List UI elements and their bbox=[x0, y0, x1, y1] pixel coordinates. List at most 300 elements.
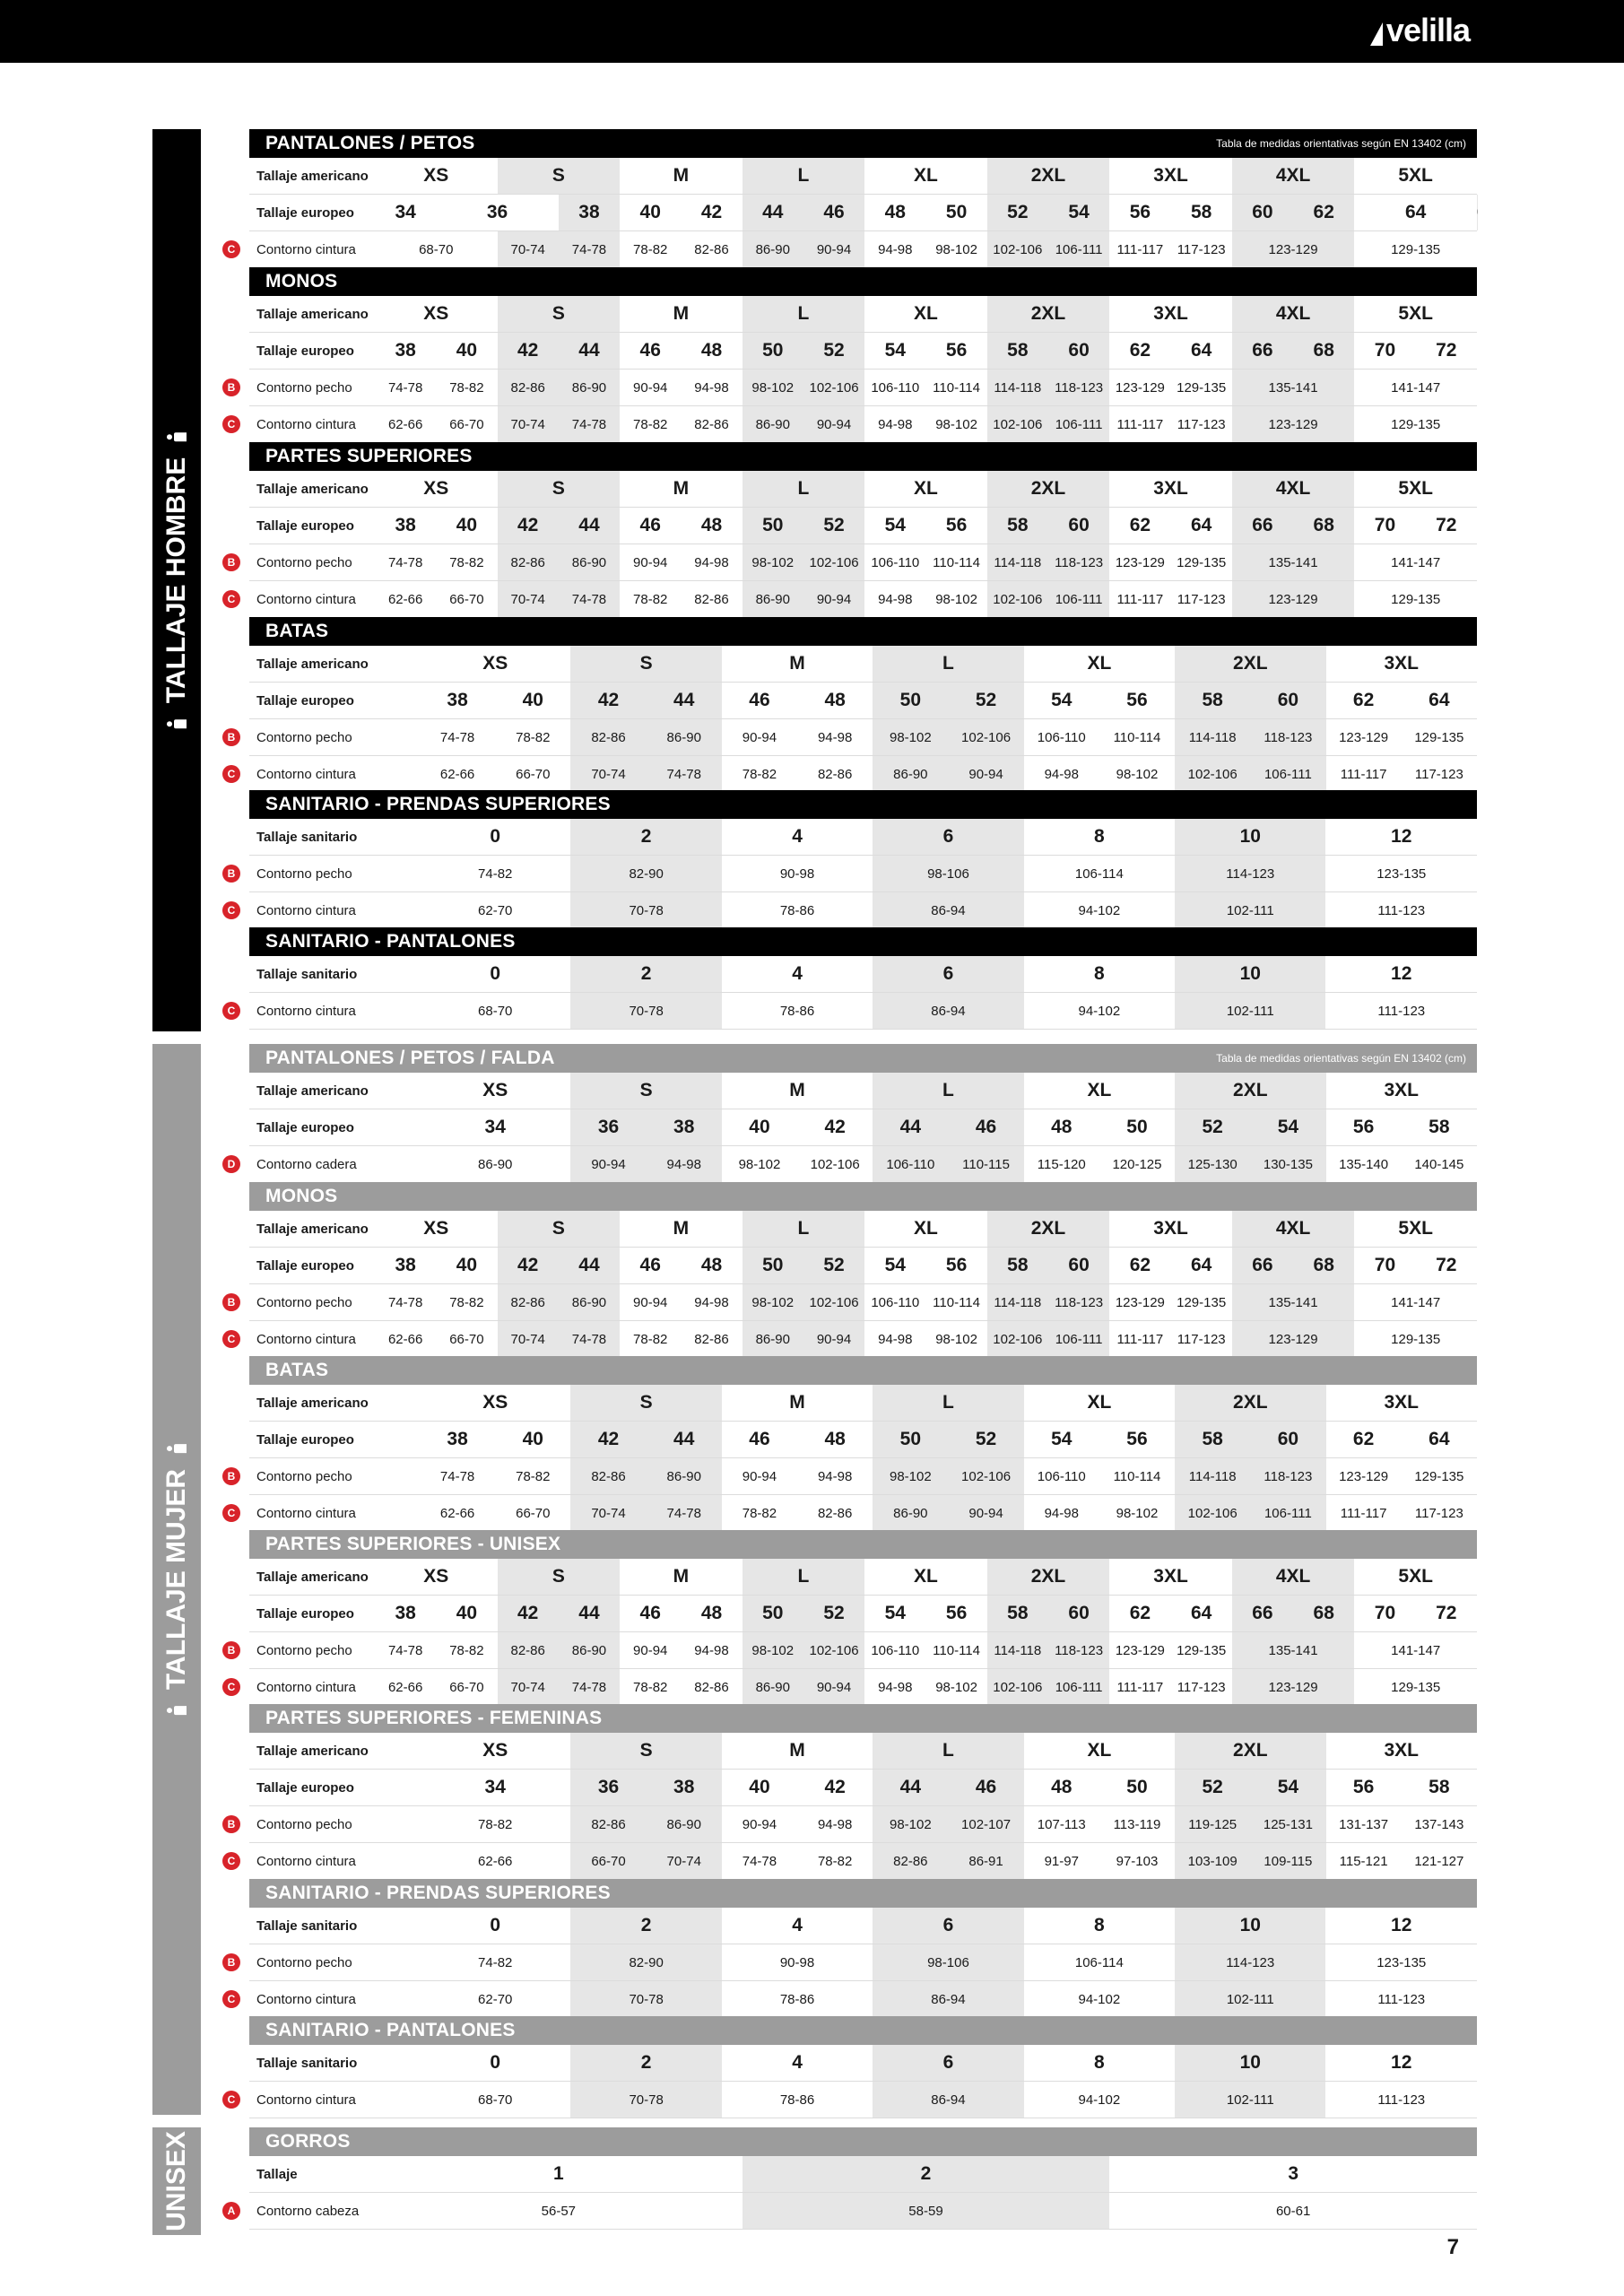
measure-badge: B bbox=[222, 1467, 240, 1485]
table-cell: 42 bbox=[797, 1770, 873, 1806]
table-cell: 60-61 bbox=[1109, 2193, 1477, 2230]
table-cell: 4XL bbox=[1232, 471, 1355, 508]
table-row bbox=[249, 1109, 1477, 1146]
section-title: SANITARIO - PRENDAS SUPERIORES bbox=[265, 794, 611, 814]
table-cell: 72 bbox=[1416, 1248, 1477, 1284]
table-cell: 4 bbox=[722, 819, 873, 856]
table-cell: 90-94 bbox=[803, 1321, 864, 1358]
table-cell: XL bbox=[1024, 1073, 1175, 1109]
table-cell: 123-129 bbox=[1232, 1321, 1355, 1358]
table-cell: 94-102 bbox=[1024, 993, 1175, 1030]
table-cell: L bbox=[873, 646, 1023, 683]
table-cell: 141-147 bbox=[1354, 1284, 1477, 1321]
table-cell: 66 bbox=[1232, 508, 1293, 544]
section-title: MONOS bbox=[265, 271, 338, 291]
table-cell: 46 bbox=[620, 1248, 681, 1284]
brand-logo bbox=[1370, 13, 1470, 48]
table-cell: 52 bbox=[1175, 1109, 1250, 1146]
table-cell: 74-78 bbox=[375, 1632, 436, 1669]
row-label-text: Contorno pecho bbox=[256, 1468, 352, 1484]
table-cell: 91-97 bbox=[1024, 1843, 1099, 1880]
table-cell: 66-70 bbox=[436, 581, 497, 618]
table-cell: 54 bbox=[1250, 1109, 1325, 1146]
table-cell: L bbox=[743, 158, 865, 195]
table-cell: 82-90 bbox=[570, 1944, 721, 1981]
table-cell: 123-129 bbox=[1232, 1669, 1355, 1706]
table-cell: 102-106 bbox=[987, 1669, 1048, 1706]
table-cell: 94-98 bbox=[647, 1146, 722, 1183]
row-label bbox=[249, 2156, 375, 2193]
table-cell: 102-106 bbox=[803, 544, 864, 581]
table-cell: 62-66 bbox=[375, 581, 436, 618]
table-cell: 90-94 bbox=[620, 370, 681, 406]
table-cell: 58 bbox=[1171, 195, 1232, 231]
table-cell: 42 bbox=[570, 683, 646, 719]
table-cell: 52 bbox=[1175, 1770, 1250, 1806]
table-cell: 60 bbox=[1048, 1596, 1109, 1632]
table-cell: 117-123 bbox=[1171, 406, 1232, 443]
table-row bbox=[249, 296, 1477, 333]
size-table bbox=[227, 1356, 1477, 1532]
table-cell: S bbox=[498, 1211, 621, 1248]
table-cell: 106-110 bbox=[864, 370, 925, 406]
row-label bbox=[227, 544, 375, 581]
section-title: SANITARIO - PRENDAS SUPERIORES bbox=[265, 1883, 611, 1903]
table-cell: 82-86 bbox=[797, 1495, 873, 1532]
table-cell: 44 bbox=[559, 1596, 620, 1632]
table-cell: XS bbox=[420, 1733, 570, 1770]
table-cell: 56 bbox=[1099, 683, 1175, 719]
measure-badge: B bbox=[222, 1293, 240, 1311]
table-cell: 62-70 bbox=[420, 1981, 570, 2018]
table-cell: 90-98 bbox=[722, 1944, 873, 1981]
table-cell: 56 bbox=[925, 1596, 986, 1632]
table-cell: 6 bbox=[873, 956, 1023, 993]
table-cell: XL bbox=[864, 471, 987, 508]
row-label bbox=[249, 1248, 375, 1284]
table-cell: 118-123 bbox=[1250, 1458, 1325, 1495]
table-cell: 62 bbox=[1109, 333, 1170, 370]
table-cell: 114-118 bbox=[987, 1284, 1048, 1321]
table-cell: XL bbox=[1024, 646, 1175, 683]
section-title: MONOS bbox=[265, 1186, 338, 1206]
row-label bbox=[249, 1422, 420, 1458]
row-label bbox=[249, 2045, 420, 2082]
side-label-unisex: UNISEX bbox=[161, 2131, 191, 2231]
table-cell: M bbox=[722, 1733, 873, 1770]
table-cell: 48 bbox=[681, 1248, 742, 1284]
top-bar bbox=[0, 0, 1624, 63]
table-cell: 6 bbox=[873, 819, 1023, 856]
measure-badge: B bbox=[222, 378, 240, 396]
measure-badge: C bbox=[222, 240, 240, 258]
table-cell: 74-78 bbox=[420, 719, 495, 756]
table-row bbox=[249, 1806, 1477, 1843]
table-cell: 106-111 bbox=[1048, 231, 1109, 268]
table-cell: 72 bbox=[1416, 508, 1477, 544]
row-label bbox=[249, 508, 375, 544]
table-cell: L bbox=[873, 1733, 1023, 1770]
row-label-text: Contorno cintura bbox=[256, 902, 356, 918]
table-cell: 82-86 bbox=[873, 1843, 948, 1880]
table-cell: 66-70 bbox=[436, 1321, 497, 1358]
section-title: PARTES SUPERIORES - FEMENINAS bbox=[265, 1708, 603, 1728]
section-title: PANTALONES / PETOS bbox=[265, 133, 475, 153]
table-cell: 86-90 bbox=[873, 756, 948, 793]
row-label bbox=[227, 2193, 375, 2230]
section-header bbox=[249, 1356, 1477, 1385]
row-label bbox=[227, 2082, 420, 2118]
table-cell: 0 bbox=[420, 956, 570, 993]
table-cell: 141-147 bbox=[1354, 370, 1477, 406]
table-cell: 98-102 bbox=[743, 1284, 803, 1321]
table-cell: 78-82 bbox=[495, 1458, 570, 1495]
table-cell: 118-123 bbox=[1250, 719, 1325, 756]
section-title: BATAS bbox=[265, 1360, 329, 1380]
table-cell: 78-82 bbox=[722, 1495, 797, 1532]
table-cell: 123-129 bbox=[1109, 1284, 1170, 1321]
table-cell: 70 bbox=[1354, 508, 1415, 544]
table-cell: 72 bbox=[1416, 333, 1477, 370]
table-cell: 0 bbox=[420, 1908, 570, 1944]
table-row bbox=[249, 1422, 1477, 1458]
table-cell: 40 bbox=[436, 508, 497, 544]
table-cell: L bbox=[743, 471, 865, 508]
table-row bbox=[249, 1944, 1477, 1981]
table-cell: 129-135 bbox=[1354, 1321, 1477, 1358]
table-cell: 40 bbox=[495, 683, 570, 719]
table-cell: 86-90 bbox=[647, 1458, 722, 1495]
table-cell: 36 bbox=[570, 1770, 646, 1806]
page-number: 7 bbox=[1446, 2235, 1459, 2259]
table-cell: 74-78 bbox=[647, 1495, 722, 1532]
table-cell: 90-94 bbox=[948, 1495, 1023, 1532]
section-title: SANITARIO - PANTALONES bbox=[265, 2020, 516, 2040]
table-cell: 70-78 bbox=[570, 1981, 721, 2018]
table-cell: 50 bbox=[743, 508, 803, 544]
row-label bbox=[249, 1908, 420, 1944]
table-cell: 74-78 bbox=[722, 1843, 797, 1880]
table-cell: 70-74 bbox=[498, 581, 559, 618]
table-cell: 42 bbox=[498, 333, 559, 370]
table-cell: 62 bbox=[1109, 1596, 1170, 1632]
table-cell: 58 bbox=[987, 1596, 1048, 1632]
table-cell: XS bbox=[420, 646, 570, 683]
table-cell: 68 bbox=[1293, 508, 1354, 544]
row-label-text: Contorno cintura bbox=[256, 591, 356, 607]
measure-badge: C bbox=[222, 1330, 240, 1348]
measure-badge: C bbox=[222, 1504, 240, 1522]
table-cell: 62-66 bbox=[420, 756, 495, 793]
table-cell: 56 bbox=[1099, 1422, 1175, 1458]
table-cell: 74-78 bbox=[559, 1321, 620, 1358]
table-cell: 135-141 bbox=[1232, 1284, 1355, 1321]
row-label bbox=[249, 1109, 420, 1146]
section-header bbox=[249, 1044, 1477, 1073]
table-cell: 123-129 bbox=[1109, 1632, 1170, 1669]
table-cell: 86-90 bbox=[873, 1495, 948, 1532]
table-cell: 62-66 bbox=[420, 1495, 495, 1532]
table-cell: 6 bbox=[873, 1908, 1023, 1944]
table-cell: 86-90 bbox=[559, 544, 620, 581]
table-cell: 38 bbox=[647, 1109, 722, 1146]
table-cell: 52 bbox=[948, 683, 1023, 719]
table-cell: 103-109 bbox=[1175, 1843, 1250, 1880]
table-cell: 52 bbox=[803, 1248, 864, 1284]
table-cell: 94-98 bbox=[864, 581, 925, 618]
table-cell: 82-86 bbox=[498, 1284, 559, 1321]
table-cell: 102-106 bbox=[987, 1321, 1048, 1358]
table-cell: 46 bbox=[722, 1422, 797, 1458]
table-cell: 125-130 bbox=[1175, 1146, 1250, 1183]
table-cell: 98-102 bbox=[873, 719, 948, 756]
table-cell: 2 bbox=[743, 2156, 1110, 2193]
row-label-text: Tallaje europeo bbox=[256, 1431, 354, 1448]
table-cell: 141-147 bbox=[1354, 1632, 1477, 1669]
table-cell: 94-98 bbox=[864, 1669, 925, 1706]
row-label bbox=[249, 471, 375, 508]
section-title: PANTALONES / PETOS / FALDA bbox=[265, 1048, 555, 1068]
table-cell: 111-117 bbox=[1109, 1321, 1170, 1358]
table-cell: 62-66 bbox=[375, 1669, 436, 1706]
table-cell: 98-102 bbox=[1099, 756, 1175, 793]
table-cell: 102-106 bbox=[803, 1284, 864, 1321]
table-cell: 66 bbox=[1232, 333, 1293, 370]
table-cell: 46 bbox=[620, 1596, 681, 1632]
row-label bbox=[227, 370, 375, 406]
row-label bbox=[249, 646, 420, 683]
table-cell: 3XL bbox=[1109, 296, 1232, 333]
table-cell: 46 bbox=[620, 333, 681, 370]
row-label-text: Tallaje sanitario bbox=[256, 829, 358, 845]
table-cell: 123-129 bbox=[1232, 581, 1355, 618]
table-cell: 98-102 bbox=[925, 1669, 986, 1706]
table-cell: 86-90 bbox=[647, 1806, 722, 1843]
table-cell: 70 bbox=[1354, 1248, 1415, 1284]
table-cell: 68-70 bbox=[375, 231, 498, 268]
table-cell: 118-123 bbox=[1048, 1632, 1109, 1669]
table-cell: 102-106 bbox=[948, 1458, 1023, 1495]
table-cell: 102-106 bbox=[803, 1632, 864, 1669]
table-row bbox=[249, 2082, 1477, 2118]
table-cell: 117-123 bbox=[1171, 581, 1232, 618]
table-cell: 52 bbox=[803, 1596, 864, 1632]
table-cell: 129-135 bbox=[1171, 544, 1232, 581]
table-cell: 46 bbox=[722, 683, 797, 719]
table-cell: 118-123 bbox=[1048, 544, 1109, 581]
size-table bbox=[227, 1182, 1477, 1358]
table-cell: 60 bbox=[1048, 508, 1109, 544]
table-cell: 54 bbox=[864, 1596, 925, 1632]
table-cell: XS bbox=[375, 296, 498, 333]
row-label bbox=[249, 956, 420, 993]
table-cell: 3 bbox=[1109, 2156, 1477, 2193]
table-cell: 141-147 bbox=[1354, 544, 1477, 581]
table-cell: 114-123 bbox=[1175, 1944, 1325, 1981]
row-label-text: Tallaje europeo bbox=[256, 1119, 354, 1135]
table-cell: 70-74 bbox=[570, 1495, 646, 1532]
table-cell: 111-117 bbox=[1109, 406, 1170, 443]
table-cell: 86-91 bbox=[948, 1843, 1023, 1880]
table-cell: 8 bbox=[1024, 2045, 1175, 2082]
row-label-text: Tallaje americano bbox=[256, 481, 369, 497]
table-cell: 98-106 bbox=[873, 856, 1023, 892]
table-cell: 48 bbox=[681, 1596, 742, 1632]
table-cell: 48 bbox=[797, 1422, 873, 1458]
table-cell: 98-102 bbox=[873, 1458, 948, 1495]
table-cell: 82-86 bbox=[498, 370, 559, 406]
table-cell: XL bbox=[864, 296, 987, 333]
table-cell: 90-94 bbox=[803, 1669, 864, 1706]
table-cell: 0 bbox=[420, 2045, 570, 2082]
table-cell: 106-110 bbox=[1024, 719, 1099, 756]
table-cell: M bbox=[620, 158, 743, 195]
table-cell: 90-94 bbox=[620, 1632, 681, 1669]
table-cell: 70 bbox=[1354, 1596, 1415, 1632]
table-cell: 98-102 bbox=[873, 1806, 948, 1843]
section-header bbox=[249, 927, 1477, 956]
table-cell: 56 bbox=[925, 1248, 986, 1284]
size-table bbox=[227, 2016, 1477, 2118]
table-cell: 90-94 bbox=[948, 756, 1023, 793]
table-cell: 70-74 bbox=[647, 1843, 722, 1880]
table-cell: 2XL bbox=[987, 471, 1110, 508]
table-cell: 135-141 bbox=[1232, 370, 1355, 406]
table-cell: 68 bbox=[1293, 333, 1354, 370]
section-title: GORROS bbox=[265, 2131, 351, 2152]
table-cell: 68 bbox=[1293, 1248, 1354, 1284]
table-cell: 44 bbox=[743, 195, 803, 231]
row-label bbox=[227, 406, 375, 443]
table-cell: 48 bbox=[681, 508, 742, 544]
table-cell: 106-110 bbox=[864, 1632, 925, 1669]
row-label-text: Tallaje bbox=[256, 2166, 298, 2182]
table-cell: 40 bbox=[436, 333, 497, 370]
table-cell: 34 bbox=[420, 1770, 570, 1806]
section-header bbox=[249, 617, 1477, 646]
row-label-text: Tallaje europeo bbox=[256, 692, 354, 709]
table-cell: 137-143 bbox=[1402, 1806, 1477, 1843]
row-label-text: Contorno pecho bbox=[256, 554, 352, 570]
table-cell: 111-117 bbox=[1109, 1669, 1170, 1706]
measure-badge: B bbox=[222, 728, 240, 746]
table-cell: 118-123 bbox=[1048, 370, 1109, 406]
table-cell: 5XL bbox=[1354, 158, 1477, 195]
table-cell: 78-82 bbox=[420, 1806, 570, 1843]
table-cell: 8 bbox=[1024, 819, 1175, 856]
table-cell: 38 bbox=[559, 195, 620, 231]
row-label bbox=[227, 581, 375, 618]
size-table bbox=[227, 790, 1477, 929]
row-label bbox=[227, 1981, 420, 2018]
row-label bbox=[249, 1559, 375, 1596]
table-row bbox=[249, 471, 1477, 508]
section-title: BATAS bbox=[265, 621, 329, 641]
section-title: PARTES SUPERIORES - UNISEX bbox=[265, 1534, 561, 1554]
table-cell: 94-98 bbox=[1024, 756, 1099, 793]
table-row bbox=[249, 1981, 1477, 2018]
table-cell: 52 bbox=[803, 508, 864, 544]
tab-unisex bbox=[152, 2127, 201, 2235]
table-cell: 129-135 bbox=[1354, 581, 1477, 618]
table-cell: 82-86 bbox=[498, 544, 559, 581]
logo-mark-icon bbox=[1370, 22, 1383, 46]
table-row bbox=[249, 1559, 1477, 1596]
table-cell: 78-82 bbox=[436, 1284, 497, 1321]
table-cell: 70 bbox=[1354, 333, 1415, 370]
table-cell: 50 bbox=[743, 1248, 803, 1284]
size-table bbox=[227, 1044, 1477, 1183]
table-cell: 68-70 bbox=[420, 2082, 570, 2118]
table-cell: 50 bbox=[743, 333, 803, 370]
table-cell: 4XL bbox=[1232, 1559, 1355, 1596]
table-cell: 50 bbox=[925, 195, 986, 231]
table-cell: 111-123 bbox=[1325, 993, 1477, 1030]
table-row bbox=[249, 1073, 1477, 1109]
table-cell: 90-94 bbox=[803, 231, 864, 268]
row-label-text: Tallaje europeo bbox=[256, 204, 354, 221]
table-cell: 90-94 bbox=[570, 1146, 646, 1183]
table-cell: 70-74 bbox=[498, 1669, 559, 1706]
table-cell: 50 bbox=[1099, 1109, 1175, 1146]
table-cell: 74-78 bbox=[559, 581, 620, 618]
row-label-text: Contorno cintura bbox=[256, 1679, 356, 1695]
size-table bbox=[227, 617, 1477, 793]
table-cell: 86-94 bbox=[873, 892, 1023, 929]
row-label bbox=[227, 1843, 420, 1880]
row-label-text: Tallaje sanitario bbox=[256, 2055, 358, 2071]
table-cell: 131-137 bbox=[1326, 1806, 1402, 1843]
row-label bbox=[227, 719, 420, 756]
row-label bbox=[227, 1669, 375, 1706]
row-label bbox=[227, 231, 375, 268]
table-cell: 86-94 bbox=[873, 993, 1023, 1030]
section-title: PARTES SUPERIORES bbox=[265, 446, 473, 466]
row-label-text: Contorno cintura bbox=[256, 1853, 356, 1869]
row-label-text: Contorno cadera bbox=[256, 1156, 357, 1172]
table-cell: 10 bbox=[1175, 819, 1325, 856]
measure-badge: C bbox=[222, 590, 240, 608]
table-cell: 90-94 bbox=[722, 1806, 797, 1843]
table-cell: 82-86 bbox=[797, 756, 873, 793]
table-cell: 106-111 bbox=[1250, 1495, 1325, 1532]
table-cell: 129-135 bbox=[1171, 1632, 1232, 1669]
table-cell: 52 bbox=[948, 1422, 1023, 1458]
measure-badge: C bbox=[222, 1990, 240, 2008]
row-label bbox=[249, 819, 420, 856]
table-cell: 86-90 bbox=[743, 1669, 803, 1706]
table-cell: 5XL bbox=[1354, 1211, 1477, 1248]
table-cell: S bbox=[570, 1385, 721, 1422]
table-cell: M bbox=[722, 646, 873, 683]
table-cell: 4XL bbox=[1232, 296, 1355, 333]
table-cell: 66-70 bbox=[436, 406, 497, 443]
table-row bbox=[249, 231, 1477, 268]
row-label-text: Contorno pecho bbox=[256, 1816, 352, 1832]
table-cell: 120-125 bbox=[1099, 1146, 1175, 1183]
measure-badge: A bbox=[222, 2202, 240, 2220]
table-row bbox=[249, 1284, 1477, 1321]
table-cell: 66-70 bbox=[436, 1669, 497, 1706]
table-cell: 86-90 bbox=[647, 719, 722, 756]
row-label-text: Tallaje europeo bbox=[256, 1605, 354, 1622]
table-cell: 78-82 bbox=[620, 1669, 681, 1706]
size-table bbox=[227, 267, 1477, 443]
table-cell: 82-86 bbox=[681, 231, 742, 268]
table-cell: 119-125 bbox=[1175, 1806, 1250, 1843]
section-note: Tabla de medidas orientativas según EN 13402 (cm) bbox=[1216, 1052, 1466, 1065]
table-cell: 78-82 bbox=[620, 1321, 681, 1358]
